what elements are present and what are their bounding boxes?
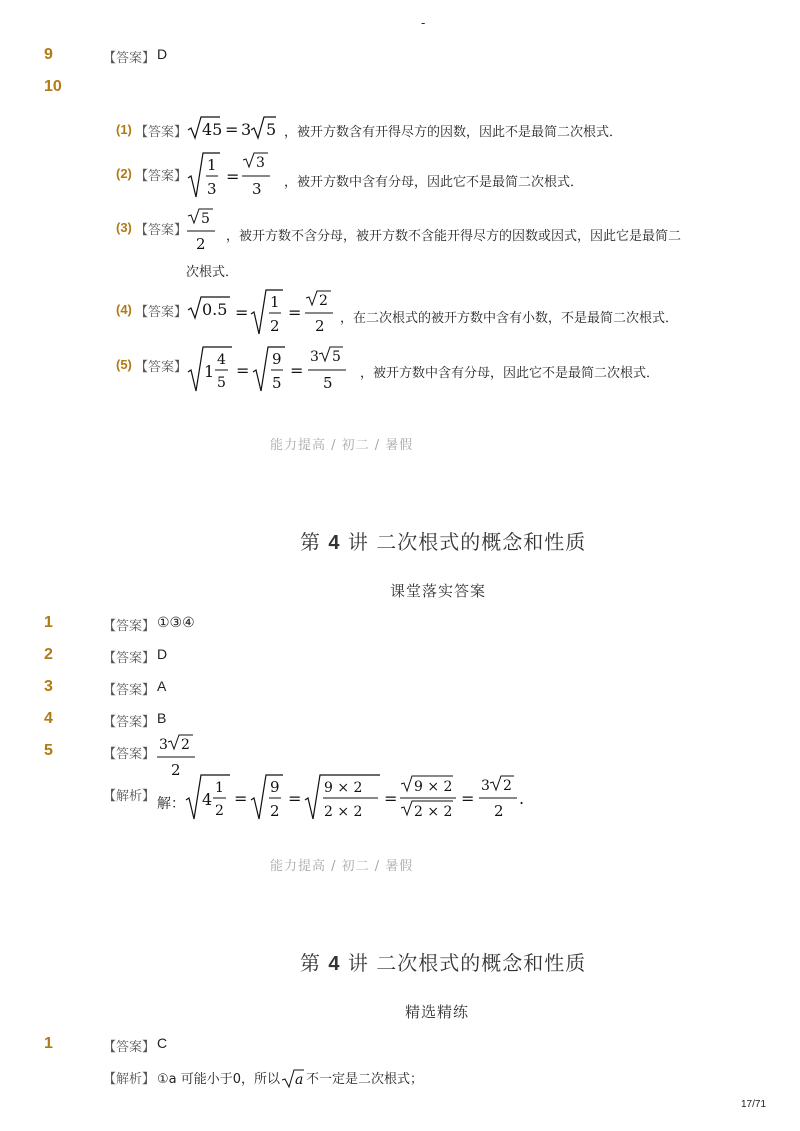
svg-text:2: 2 bbox=[319, 293, 328, 309]
formula-sqrt-1-3 bbox=[186, 150, 282, 200]
header-mark: - bbox=[421, 16, 426, 30]
svg-text:5: 5 bbox=[332, 349, 341, 365]
part-label-4: (4) bbox=[116, 302, 132, 317]
question-number: 1 bbox=[44, 614, 53, 631]
answer-label: 【答案】 bbox=[135, 360, 188, 375]
svg-text:9 × 2: 9 × 2 bbox=[414, 779, 453, 795]
svg-text:9: 9 bbox=[272, 350, 282, 368]
svg-text:3: 3 bbox=[207, 180, 217, 198]
svg-text:2: 2 bbox=[503, 778, 512, 794]
svg-text:3: 3 bbox=[481, 778, 490, 794]
answer-label: 【答案】 bbox=[103, 1040, 156, 1055]
title-prefix: 第 bbox=[300, 530, 321, 554]
svg-text:9 × 2: 9 × 2 bbox=[324, 780, 363, 796]
question-number: 5 bbox=[44, 742, 53, 759]
svg-text:2: 2 bbox=[494, 802, 504, 820]
svg-text:=: = bbox=[234, 789, 248, 808]
part-label-5: (5) bbox=[116, 357, 132, 372]
svg-text:.: . bbox=[519, 789, 525, 808]
answer-label: 【答案】 bbox=[135, 305, 188, 320]
explanation-3: ，被开方数不含分母，被开方数不含能开得尽方的因数或因式，因此它是最简二 bbox=[226, 229, 682, 244]
title-prefix: 第 bbox=[300, 951, 321, 975]
page-number: 17/71 bbox=[741, 1099, 767, 1110]
page-footer: 能力提高 / 初二 / 暑假 bbox=[270, 438, 414, 453]
svg-text:=: = bbox=[288, 303, 302, 322]
title-text: 讲 二次根式的概念和性质 bbox=[347, 951, 587, 975]
answer-label: 【答案】 bbox=[135, 223, 188, 238]
title-text: 讲 二次根式的概念和性质 bbox=[347, 530, 587, 554]
answer-value: B bbox=[157, 710, 167, 726]
svg-text:5: 5 bbox=[217, 375, 226, 391]
svg-text:3: 3 bbox=[159, 737, 168, 753]
formula-sqrt5-over-2 bbox=[186, 206, 226, 256]
explanation-5: ，被开方数中含有分母，因此它不是最简二次根式． bbox=[360, 366, 660, 381]
question-number: 1 bbox=[44, 1035, 53, 1052]
svg-text:2: 2 bbox=[196, 235, 206, 253]
svg-text:=: = bbox=[235, 303, 249, 322]
svg-text:3: 3 bbox=[310, 349, 319, 365]
formula-sqrt45 bbox=[186, 114, 284, 142]
svg-text:2: 2 bbox=[181, 737, 190, 753]
part-label-1: (1) bbox=[116, 122, 132, 137]
svg-text:=: = bbox=[288, 789, 302, 808]
answer-label: 【答案】 bbox=[103, 619, 156, 634]
svg-text:2: 2 bbox=[315, 317, 325, 335]
svg-text:3: 3 bbox=[241, 120, 252, 139]
svg-text:5: 5 bbox=[266, 120, 277, 139]
answer-label: 【答案】 bbox=[103, 683, 156, 698]
svg-text:0.5: 0.5 bbox=[202, 300, 228, 319]
part-label-2: (2) bbox=[116, 166, 132, 181]
analysis-prefix: 解： bbox=[157, 796, 185, 812]
svg-text:1: 1 bbox=[204, 362, 215, 381]
svg-text:=: = bbox=[384, 789, 398, 808]
svg-text:3: 3 bbox=[252, 180, 262, 198]
answer-label: 【答案】 bbox=[135, 169, 188, 184]
svg-text:4: 4 bbox=[217, 352, 226, 368]
svg-text:=: = bbox=[225, 120, 239, 139]
svg-text:a: a bbox=[295, 1072, 304, 1088]
svg-text:4: 4 bbox=[202, 790, 213, 809]
formula-sqrt0.5 bbox=[186, 288, 338, 338]
question-number-10: 10 bbox=[44, 78, 62, 95]
question-number: 4 bbox=[44, 710, 53, 727]
answer-label: 【答案】 bbox=[103, 747, 156, 762]
svg-text:=: = bbox=[226, 167, 240, 186]
explanation-2: ，被开方数中含有分母，因此它不是最简二次根式． bbox=[284, 175, 584, 190]
analysis-text bbox=[157, 1067, 423, 1089]
answer-value: C bbox=[157, 1035, 168, 1051]
answer-label: 【答案】 bbox=[103, 651, 156, 666]
question-number: 3 bbox=[44, 678, 53, 695]
svg-text:=: = bbox=[461, 789, 475, 808]
svg-text:2: 2 bbox=[270, 317, 280, 335]
svg-text:2: 2 bbox=[215, 803, 224, 819]
explanation-1: ，被开方数含有开得尽方的因数，因此不是最简二次根式． bbox=[284, 125, 623, 140]
analysis-text-b: 不一定是二次根式； bbox=[306, 1072, 424, 1087]
svg-text:2 × 2: 2 × 2 bbox=[324, 804, 363, 820]
svg-text:2: 2 bbox=[270, 802, 280, 820]
answer-value: ①③④ bbox=[157, 614, 195, 630]
analysis-text-a: ①a 可能小于0，所以 bbox=[157, 1072, 281, 1087]
answer-value: A bbox=[157, 678, 167, 694]
svg-text:=: = bbox=[290, 361, 304, 380]
answer-value: D bbox=[157, 646, 168, 662]
analysis-label: 【解析】 bbox=[103, 1072, 156, 1087]
title-number: 4 bbox=[328, 532, 341, 554]
answer-label: 【答案】 bbox=[103, 715, 156, 730]
svg-text:2 × 2: 2 × 2 bbox=[414, 804, 453, 820]
question-number: 2 bbox=[44, 646, 53, 663]
svg-text:5: 5 bbox=[272, 374, 282, 392]
answer-value: D bbox=[157, 46, 168, 62]
section-title bbox=[300, 526, 586, 555]
question-number-9: 9 bbox=[44, 46, 53, 63]
section-title bbox=[300, 947, 586, 976]
explanation-3-cont: 次根式． bbox=[186, 265, 239, 280]
title-number: 4 bbox=[328, 953, 341, 975]
svg-text:2: 2 bbox=[171, 761, 181, 779]
answer-label: 【答案】 bbox=[103, 51, 156, 66]
svg-text:1: 1 bbox=[207, 156, 217, 174]
svg-text:1: 1 bbox=[270, 293, 280, 311]
section-subtitle: 课堂落实答案 bbox=[390, 582, 487, 600]
svg-text:5: 5 bbox=[201, 211, 210, 227]
explanation-4: ，在二次根式的被开方数中含有小数，不是最简二次根式． bbox=[340, 311, 679, 326]
part-label-3: (3) bbox=[116, 220, 132, 235]
section-subtitle: 精选精练 bbox=[405, 1003, 470, 1021]
formula-sqrt-1-4-5 bbox=[186, 344, 358, 394]
svg-text:1: 1 bbox=[215, 780, 224, 796]
svg-text:45: 45 bbox=[202, 120, 223, 139]
answer-label: 【答案】 bbox=[135, 125, 188, 140]
formula-analysis-5 bbox=[184, 772, 534, 824]
formula-sqrt-a bbox=[280, 1067, 306, 1089]
page-footer: 能力提高 / 初二 / 暑假 bbox=[270, 859, 414, 874]
svg-text:5: 5 bbox=[323, 374, 333, 392]
analysis-label: 【解析】 bbox=[103, 789, 156, 804]
svg-text:=: = bbox=[236, 361, 250, 380]
svg-text:9: 9 bbox=[270, 778, 280, 796]
svg-text:3: 3 bbox=[256, 155, 265, 171]
